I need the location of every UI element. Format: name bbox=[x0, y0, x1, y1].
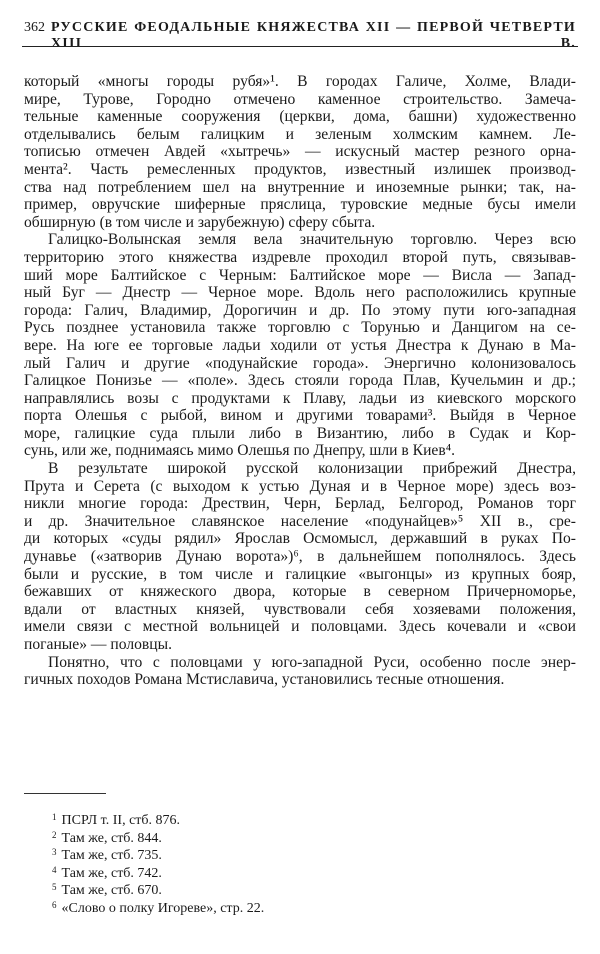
text-line: Русь позднее установила также торговлю с Торунью и Данцигом на се- bbox=[24, 319, 576, 337]
text-line: мента². Часть ремесленных продуктов, известный излишек производ- bbox=[24, 160, 576, 178]
footnote-divider bbox=[24, 793, 106, 794]
text-line: пример, овручские шиферные пряслица, туровские медные бусы имели bbox=[24, 196, 576, 214]
page-number: 362 bbox=[24, 20, 45, 35]
text-line: направлялись возы с продуктами к Плаву, ладьи из киевского морского bbox=[24, 389, 576, 407]
text-line: бежавших от княжеского двора, которые в северном Причерноморье, bbox=[24, 583, 576, 601]
text-line: ший море Балтийское с Черным: Балтийское море — Висла — Запад- bbox=[24, 266, 576, 284]
footnote-number: 1 bbox=[52, 812, 57, 822]
text-line: тельные каменные сооружения (церкви, дома, башни) художественно bbox=[24, 108, 576, 126]
footnote-text: Там же, стб. 742. bbox=[61, 865, 162, 881]
footnote-text: Там же, стб. 844. bbox=[61, 830, 162, 846]
text-line: Прута и Серета (с выходом к устью Дуная и в Черное море) здесь воз- bbox=[24, 477, 576, 495]
body-text bbox=[24, 73, 576, 689]
footnote-text: Там же, стб. 735. bbox=[61, 848, 162, 863]
paragraph bbox=[24, 460, 576, 654]
paragraph bbox=[24, 73, 576, 231]
text-line: были и русские, в том числе и галицкие «выгонцы» из крупных бояр, bbox=[24, 565, 576, 583]
footnote bbox=[52, 879, 264, 897]
text-line: вере. На юге ее торговые ладьи ходили от устья Днестра к Дунаю в Ма- bbox=[24, 336, 576, 354]
text-line: территорию этого княжества издревле проходил второй путь, связывав- bbox=[24, 248, 576, 266]
text-line: обширную (в том числе и зарубежную) сферу сбыта. bbox=[24, 213, 376, 231]
text-line: и др. Значительное славянское население «подунайцев»⁵ XII в., сре- bbox=[24, 512, 576, 530]
text-line: отделывались белым галицким и зеленым холмским камнем. Ле- bbox=[24, 125, 576, 143]
text-line: поганые» — половцы. bbox=[24, 636, 172, 653]
text-line: В результате широкой русской колонизации прибрежий Днестра, bbox=[48, 460, 576, 478]
text-line: порта Олешья с рыбой, вином и другими товарами³. Выйдя в Черное bbox=[24, 407, 576, 425]
text-line: никли многие города: Дрествин, Черн, Берлад, Белгород, Романов торг bbox=[24, 495, 576, 513]
text-line: дунавье («затворив Дунаю ворота»)⁶, в дальнейшем пополнялось. Здесь bbox=[24, 548, 576, 566]
paragraph bbox=[24, 654, 576, 689]
header-divider bbox=[22, 46, 578, 47]
text-line: вдали от властных князей, чувствовали себя хозяевами положения, bbox=[24, 600, 576, 618]
footnote bbox=[52, 862, 264, 880]
footnote bbox=[52, 897, 264, 915]
footnote-text: Там же, стб. 670. bbox=[61, 883, 162, 898]
footnotes bbox=[52, 809, 264, 914]
footnote-number: 5 bbox=[52, 882, 57, 892]
text-line: мире, Турове, Городно отмечено каменное строительство. Замеча- bbox=[24, 90, 576, 108]
footnote-text: ПСРЛ т. II, стб. 876. bbox=[61, 813, 181, 828]
text-line: Понятно, что с половцами у юго-западной Руси, особенно после энер- bbox=[48, 653, 576, 671]
footnote bbox=[52, 844, 264, 862]
text-line: города: Галич, Владимир, Дорогичин и др. По этому пути юго-западная bbox=[24, 301, 576, 319]
text-line: лый Галич и другие «подунайские города». Энергично колонизовалось bbox=[24, 354, 576, 372]
footnote-number: 4 bbox=[52, 864, 57, 875]
footnote-number: 3 bbox=[52, 847, 57, 857]
footnote-text: «Слово о полку Игореве», стр. 22. bbox=[61, 900, 265, 916]
footnote bbox=[52, 809, 264, 827]
text-line: тописью отмечен Авдей «хытречь» — искусный мастер резного орна- bbox=[24, 143, 576, 161]
running-header bbox=[24, 20, 576, 51]
text-line: ства над потреблением шел на внутренние и иноземные рынки; так, на- bbox=[24, 178, 576, 196]
text-line: Галицко-Волынская земля вела значительную торговлю. Через всю bbox=[48, 231, 576, 249]
footnote bbox=[52, 827, 264, 845]
footnote-number: 6 bbox=[52, 899, 57, 910]
text-line: который «многы городы рубя»¹. В городах Галиче, Холме, Влади- bbox=[24, 73, 576, 90]
text-line: имели связи с местной вольницей и половцами. Здесь кочевали и «свои bbox=[24, 618, 576, 636]
text-line: ный Буг — Днестр — Черное море. Вдоль него расположились крупные bbox=[24, 284, 576, 302]
paragraph bbox=[24, 231, 576, 460]
text-line: гичных походов Романа Мстиславича, установились тесные отношения. bbox=[24, 671, 505, 689]
text-line: Галицкое Понизье — «поле». Здесь стояли города Плав, Кучельмин и др.; bbox=[24, 372, 576, 390]
footnote-number: 2 bbox=[52, 829, 57, 840]
text-line: ди которых «суды рядил» Ярослав Осмомысл, державший в руках По- bbox=[24, 530, 576, 548]
running-title: РУССКИЕ ФЕОДАЛЬНЫЕ КНЯЖЕСТВА XII — ПЕРВОЙ ЧЕТВЕРТИ XIII В. bbox=[51, 20, 576, 51]
text-line: сунь, или же, поднимаясь мимо Олешья по Днепру, шли в Киев⁴. bbox=[24, 442, 456, 460]
text-line: море, галицкие суда плыли либо в Византию, либо в Судак и Кор- bbox=[24, 424, 576, 442]
